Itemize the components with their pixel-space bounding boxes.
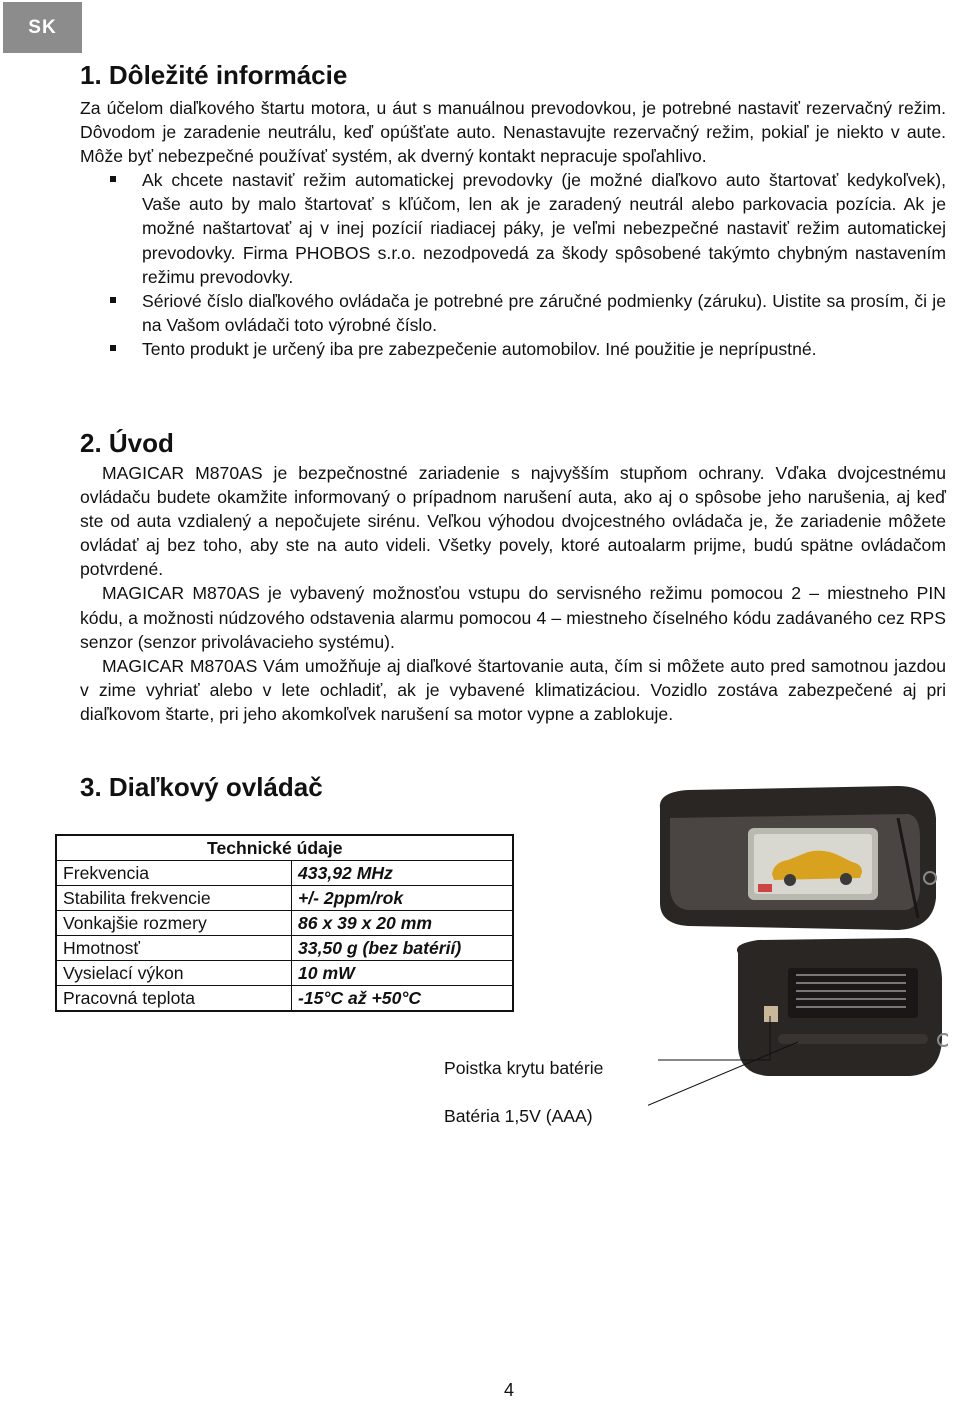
- technical-specs-table: [55, 834, 514, 1012]
- bullet-text: Ak chcete nastaviť režim automatickej prevodovky (je možné diaľkovo auto štartovať kedykoľvek), Vaše auto by malo štartovať s kľúčom, len ak je zaradený neutrál alebo parkovacia pozícia. Ak je možné naštartovať aj v inej pozícií riadiacej páky, je veľmi nebezpečné nastaviť režim automatickej prevodovky. Firma PHOBOS s.r.o. nezodpovedá za škody spôsobené takýmto chybným nastavením režimu prevodovky.: [142, 170, 946, 287]
- table-row: [56, 986, 513, 1012]
- table-header-row: [56, 835, 513, 861]
- section-2-body: [80, 461, 946, 726]
- spec-value: 86 x 39 x 20 mm: [292, 911, 514, 936]
- table-row: [56, 936, 513, 961]
- section-1-body: [80, 96, 946, 361]
- section-3-title: 3. Diaľkový ovládač: [80, 772, 323, 802]
- spec-value: 433,92 MHz: [292, 861, 514, 886]
- page-number: 4: [504, 1380, 515, 1400]
- table-header: Technické údaje: [56, 835, 513, 861]
- fuse-caption: Poistka krytu batérie: [444, 1058, 604, 1078]
- section-2-title: 2. Úvod: [80, 428, 174, 458]
- spec-value: -15°C až +50°C: [292, 986, 514, 1012]
- bullet-text: Sériové číslo diaľkového ovládača je potrebné pre záručné podmienky (záruku). Uistite sa prosím, či je na Vašom ovládači toto výrobné číslo.: [142, 290, 946, 335]
- remote-front-view: [660, 786, 936, 930]
- bullet-square-icon: [110, 297, 116, 303]
- spec-label: Vonkajšie rozmery: [56, 911, 292, 936]
- remote-control-image: [648, 778, 948, 1128]
- table-row: [56, 961, 513, 986]
- battery-caption: Batéria 1,5V (AAA): [444, 1106, 593, 1126]
- spec-label: Pracovná teplota: [56, 986, 292, 1012]
- remote-back-view: [737, 938, 948, 1076]
- bullet-square-icon: [110, 176, 116, 182]
- section-1-bullet-list: [80, 168, 946, 361]
- spec-label: Vysielací výkon: [56, 961, 292, 986]
- intro-paragraph-2: MAGICAR M870AS je vybavený možnosťou vstupu do servisného režimu pomocou 2 – miestneho PIN kódu, a možnosti núdzového odstavenia alarmu pomocou 4 – miestneho číselného kódu zadávaného cez RPS senzor (senzor privolávacieho systému).: [80, 583, 946, 652]
- bullet-square-icon: [110, 345, 116, 351]
- section-1-intro: Za účelom diaľkového štartu motora, u áut s manuálnou prevodovkou, je potrebné nastaviť rezervačný režim. Dôvodom je zaradenie neutrálu, keď opúšťate auto. Nenastavujte rezervačný režim, pokiaľ je niekto v aute. Môže byť nebezpečné používať systém, ak dverný kontakt nepracuje spoľahlivo.: [80, 98, 946, 167]
- table-row: [56, 861, 513, 886]
- spec-value: 33,50 g (bez batérií): [292, 936, 514, 961]
- battery-cover-fuse: [764, 1006, 778, 1022]
- table-row: [56, 886, 513, 911]
- intro-paragraph-3: MAGICAR M870AS Vám umožňuje aj diaľkové štartovanie auta, čím si môžete auto pred samotnou jazdou v zime vyhriať alebo v lete ochladiť, ak je vybavené klimatizáciou. Vozidlo zostáva zabezpečené aj pri diaľkovom štarte, pri jeho akomkoľvek narušení sa motor vypne a zablokuje.: [80, 655, 946, 724]
- bullet-item: [80, 168, 946, 288]
- bullet-item: [80, 289, 946, 337]
- bullet-item: [80, 337, 946, 361]
- spec-label: Hmotnosť: [56, 936, 292, 961]
- spec-value: 10 mW: [292, 961, 514, 986]
- intro-paragraph-1: MAGICAR M870AS je bezpečnostné zariadenie s najvyšším stupňom ochrany. Vďaka dvojcestnému ovládaču budete okamžite informovaný o prípadnom narušení auta, ako aj o spôsobe jeho narušenia, aj keď ste od auta vzdialený a nepočujete sirénu. Veľkou výhodou dvojcestného ovládača je, že zariadenie môžete ovládať aj bez toho, aby ste na auto videli. Všetky povely, ktoré autoalarm prijme, budú spätne ovládačom potvrdené.: [80, 463, 946, 580]
- bullet-text: Tento produkt je určený iba pre zabezpečenie automobilov. Iné použitie je neprípustné.: [142, 338, 817, 359]
- language-badge: SK: [3, 2, 82, 53]
- section-1-title: 1. Dôležité informácie: [80, 60, 348, 90]
- battery-slot: [778, 1034, 928, 1044]
- spec-label: Stabilita frekvencie: [56, 886, 292, 911]
- spec-label: Frekvencia: [56, 861, 292, 886]
- spec-value: +/- 2ppm/rok: [292, 886, 514, 911]
- table-row: [56, 911, 513, 936]
